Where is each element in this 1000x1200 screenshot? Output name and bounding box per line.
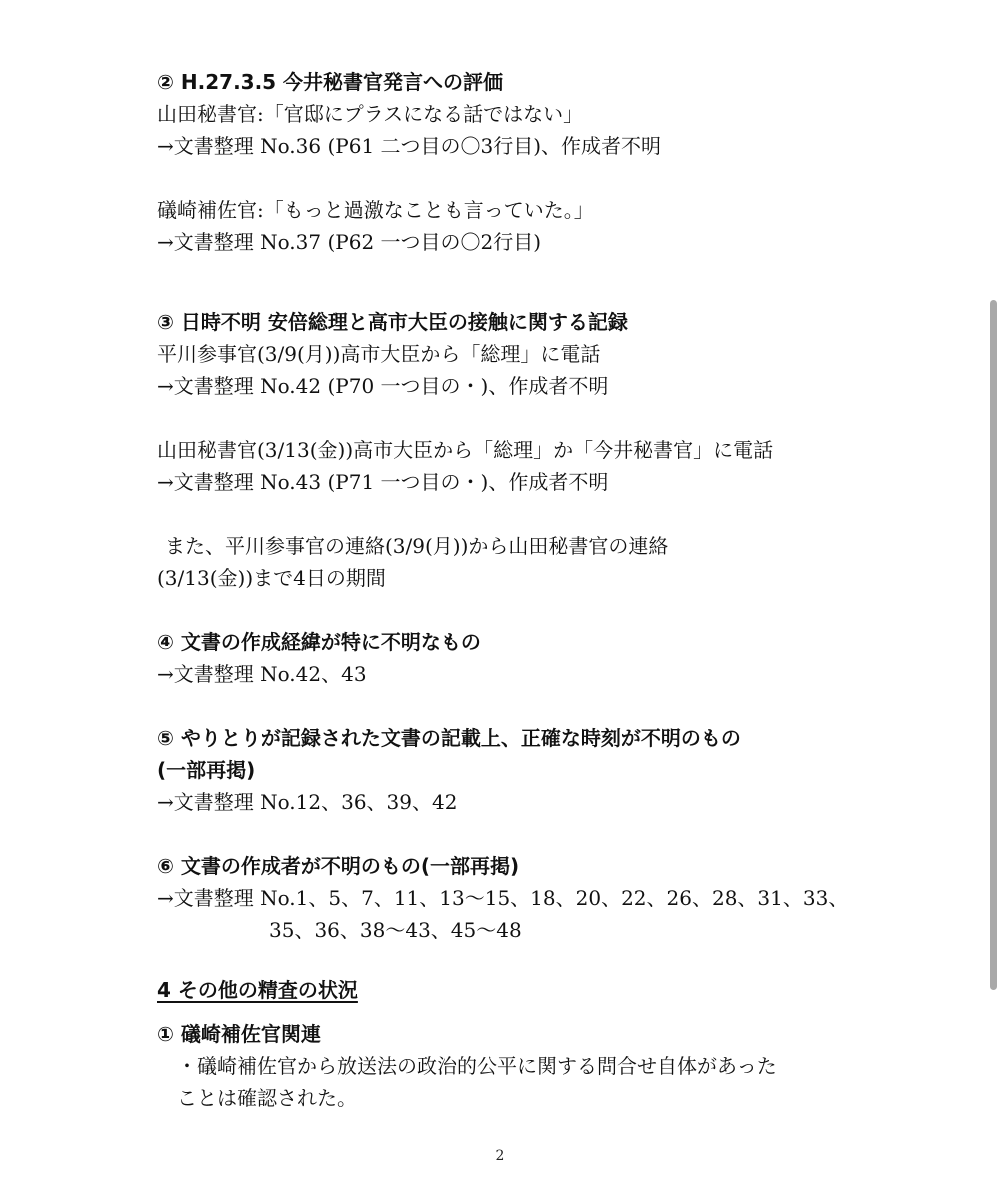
section-4-item-1-heading: ① 礒崎補佐官関連 xyxy=(157,1022,321,1046)
item-4-heading: ④ 文書の作成経緯が特に不明なもの xyxy=(157,630,481,654)
item-5-heading: ⑤ やりとりが記録された文書の記載上、正確な時刻が不明のもの xyxy=(157,726,741,750)
section-4-bullet-line-2: ことは確認された。 xyxy=(177,1086,357,1110)
item-3-note-line-2: (3/13(金))まで4日の期間 xyxy=(157,566,386,590)
item-2-heading: ② H.27.3.5 今井秘書官発言への評価 xyxy=(157,70,504,94)
item-2-ref-36: →文書整理 No.36 (P61 二つ目の〇3行目)、作成者不明 xyxy=(157,134,662,158)
item-6-heading: ⑥ 文書の作成者が不明のもの(一部再掲) xyxy=(157,854,520,878)
item-3-ref-42: →文書整理 No.42 (P70 一つ目の・)、作成者不明 xyxy=(157,374,609,398)
item-4-refs: →文書整理 No.42、43 xyxy=(157,662,367,686)
section-4-title: 4 その他の精査の状況 xyxy=(157,978,358,1002)
item-2-ref-37: →文書整理 No.37 (P62 一つ目の〇2行目) xyxy=(157,230,542,254)
item-5-refs: →文書整理 No.12、36、39、42 xyxy=(157,790,458,814)
document-body xyxy=(157,66,857,1114)
item-2-quote-yamada: 山田秘書官:「官邸にプラスになる話ではない」 xyxy=(157,102,584,126)
section-4-bullet-line-1: ・礒崎補佐官から放送法の政治的公平に関する問合せ自体があった xyxy=(177,1054,777,1078)
item-6-refs-line-2: 35、36、38〜43、45〜48 xyxy=(269,918,522,942)
item-3-hirakawa-call: 平川参事官(3/9(月))高市大臣から「総理」に電話 xyxy=(157,342,601,366)
item-3-yamada-call: 山田秘書官(3/13(金))高市大臣から「総理」か「今井秘書官」に電話 xyxy=(157,438,774,462)
page-number: 2 xyxy=(495,1148,505,1164)
vertical-scrollbar[interactable] xyxy=(986,0,1000,1200)
item-3-ref-43: →文書整理 No.43 (P71 一つ目の・)、作成者不明 xyxy=(157,470,609,494)
scrollbar-thumb[interactable] xyxy=(990,300,997,990)
item-5-heading-cont: (一部再掲) xyxy=(157,758,256,782)
item-2-quote-isozaki: 礒崎補佐官:「もっと過激なことも言っていた。」 xyxy=(157,198,594,222)
item-3-note-line-1: また、平川参事官の連絡(3/9(月))から山田秘書官の連絡 xyxy=(165,534,669,558)
item-3-heading: ③ 日時不明 安倍総理と高市大臣の接触に関する記録 xyxy=(157,310,628,334)
item-6-refs-line-1: →文書整理 No.1、5、7、11、13〜15、18、20、22、26、28、31、33、 xyxy=(157,886,849,910)
